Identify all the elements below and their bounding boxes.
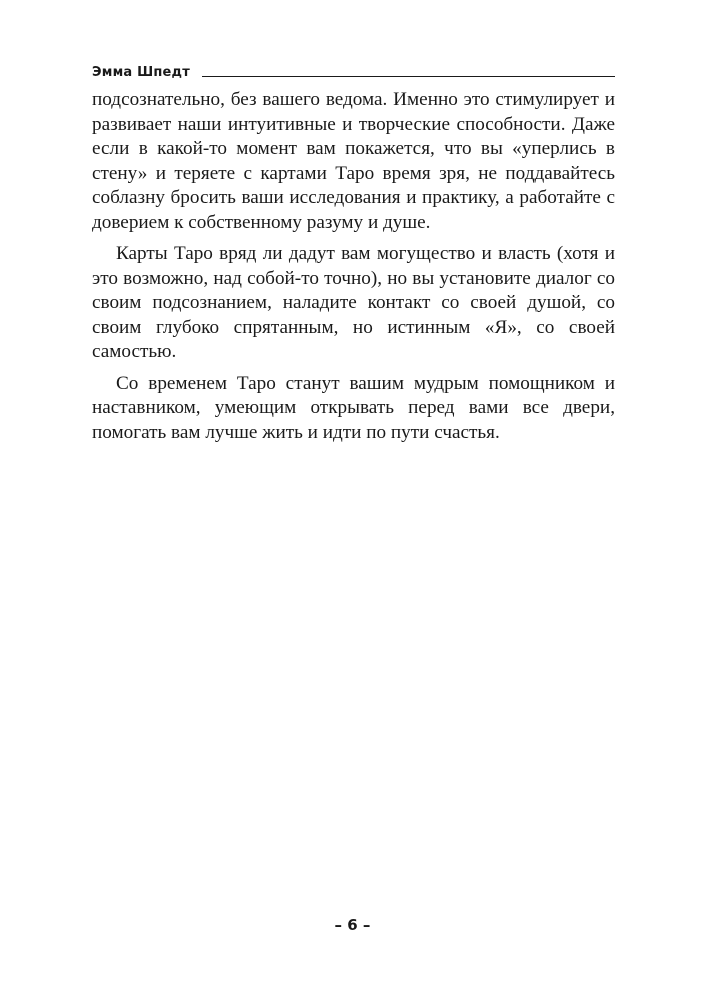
body-text [92,88,615,452]
author-name: Эмма Шпедт [92,65,190,80]
running-header [92,60,615,82]
paragraph-1: подсознательно, без вашего ведома. Именно это стимулирует и развивает наши интуитивные и творческие способности. Даже если в какой-то момент вам покажется, что вы «уперлись в стену» и теряете с картами Таро время зря, не поддавайтесь соблазну бросить ваши исследования и практику, а работайте с доверием к собственному разуму и душе. [92,89,615,233]
page-number: – 6 – [334,916,371,934]
header-rule [202,76,615,77]
paragraph-3: Со временем Таро станут вашим мудрым помощником и наставником, умеющим открывать перед вами все двери, помогать вам лучше жить и идти по пути счастья. [92,372,615,443]
paragraph-2: Карты Таро вряд ли дадут вам могущество и власть (хотя и это возможно, над собой-то точно), но вы установите диалог со своим подсознанием, наладите контакт со своей душой, со своим глубоко спрятанным, но истинным «Я», со своей самостью. [92,243,615,362]
